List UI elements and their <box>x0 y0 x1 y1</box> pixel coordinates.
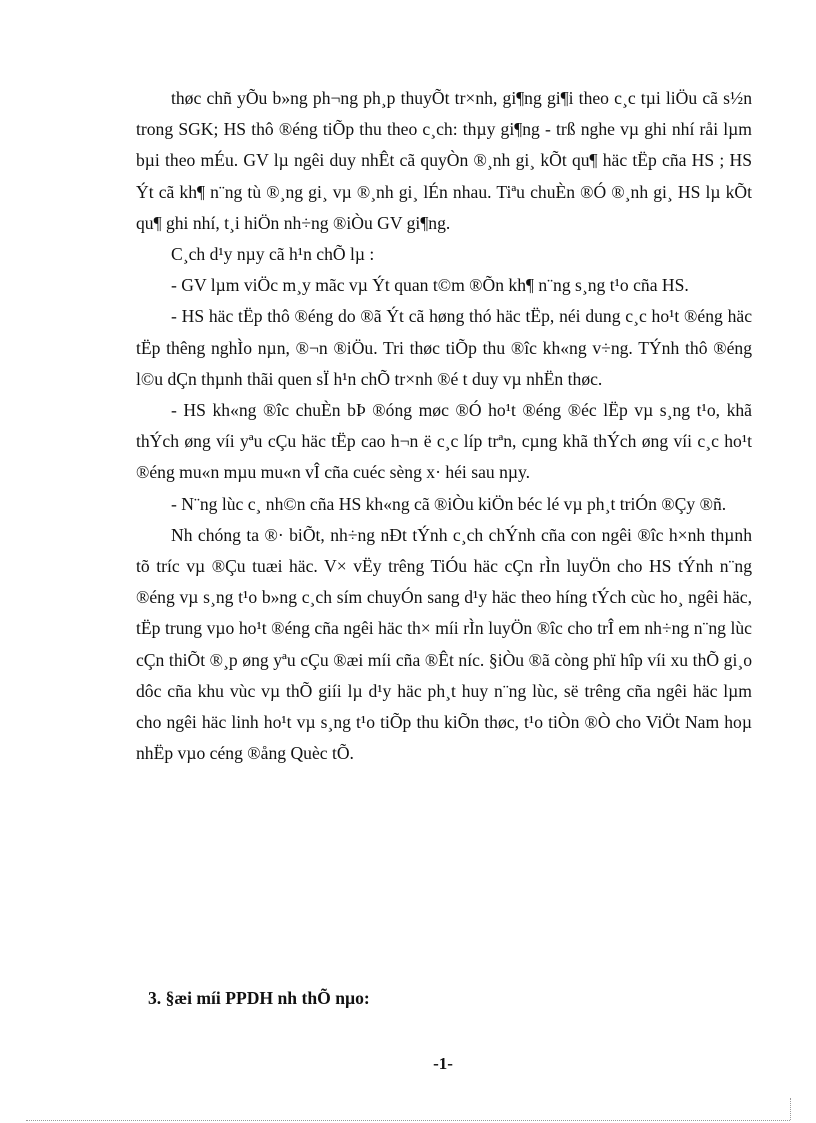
paragraph-traditional-teaching: thøc chñ yÕu b»ng ph¬ng ph¸p thuyÕt tr×nh, gi¶ng gi¶i theo c¸c tµi liÖu cã s½n trong SGK; HS thô ®éng tiÕp thu theo c¸ch: thµy gi¶ng - trß nghe vµ ghi nhí råi lµm bµi theo mÉu. GV lµ ngêi duy nhÊt cã quyÒn ®¸nh gi¸ kÕt qu¶ häc tËp cña HS ; HS Ýt cã kh¶ n¨ng tù ®¸ng gi¸ vµ ®¸nh gi¸ lÉn nhau. Tiªu chuÈn ®Ó ®¸nh gi¸ HS lµ kÕt qu¶ ghi nhí, t¸i hiÖn nh÷ng ®iÒu GV gi¶ng. <box>136 88 752 233</box>
paragraph-limitations-intro: C¸ch d¹y nµy cã h¹n chÕ lµ : <box>171 244 375 265</box>
paragraph-conclusion: Nh chóng ta ®· biÕt, nh÷ng nÐt tÝnh c¸ch chÝnh cña con ngêi ®îc h×nh thµnh tõ tríc vµ ®Çu tuæi häc. V× vËy trêng TiÓu häc cÇn rÌn luyÖn cho HS tÝnh n¨ng ®éng vµ s¸ng t¹o b»ng c¸ch sím chuyÓn sang d¹y häc theo híng tÝch cùc ho¸ ngêi häc, tËp trung vµo ho¹t ®éng cña ngêi häc th× míi rÌn luyÖn ®îc cho trÎ em nh÷ng n¨ng lùc cÇn thiÕt ®¸p øng yªu cÇu ®æi míi cña ®Êt níc. §iÒu ®ã còng phï hîp víi xu thÕ gi¸o dôc cña khu vùc vµ thÕ giíi lµ d¹y häc ph¸t huy n¨ng lùc, së trêng cña ngêi häc lµm cho ngêi häc linh ho¹t vµ s¸ng t¹o tiÕp thu kiÕn thøc, t¹o tiÒn ®Ò cho ViÖt Nam hoµ nhËp vµo céng ®ång Quèc tÕ. <box>136 524 752 764</box>
page-number: -1- <box>433 1054 453 1073</box>
section-heading: 3. §æi míi PPDH nh thÕ nµo: <box>148 988 370 1008</box>
paragraph-limitation-passive-learning: - HS häc tËp thô ®éng do ®ã Ýt cã høng thó häc tËp, néi dung c¸c ho¹t ®éng häc tËp thêng nghÌo nµn, ®¬n ®iÖu. Tri thøc tiÕp thu ®îc kh«ng v÷ng. TÝnh thô ®éng l©u dÇn thµnh thãi quen sÏ h¹n chÕ tr×nh ®é t duy vµ nhËn thøc. <box>136 306 752 389</box>
paragraph-limitation-unprepared: - HS kh«ng ®îc chuÈn bÞ ®óng møc ®Ó ho¹t ®éng ®éc lËp vµ s¸ng t¹o, khã thÝch øng víi yªu cÇu häc tËp cao h¬n ë c¸c líp trªn, cµng khã thÝch øng víi c¸c ho¹t ®éng mu«n mµu mu«n vÎ cña cuéc sèng x· héi sau nµy. <box>136 400 752 483</box>
paragraph-limitation-teacher: - GV lµm viÖc m¸y mãc vµ Ýt quan t©m ®Õn kh¶ n¨ng s¸ng t¹o cña HS. <box>171 275 689 296</box>
body-text <box>136 83 752 769</box>
footer-corner-mark <box>790 1098 791 1120</box>
footer-divider <box>26 1120 790 1121</box>
paragraph-limitation-ability: - N¨ng lùc c¸ nh©n cña HS kh«ng cã ®iÒu kiÖn béc lé vµ ph¸t triÓn ®Çy ®ñ. <box>171 493 727 514</box>
